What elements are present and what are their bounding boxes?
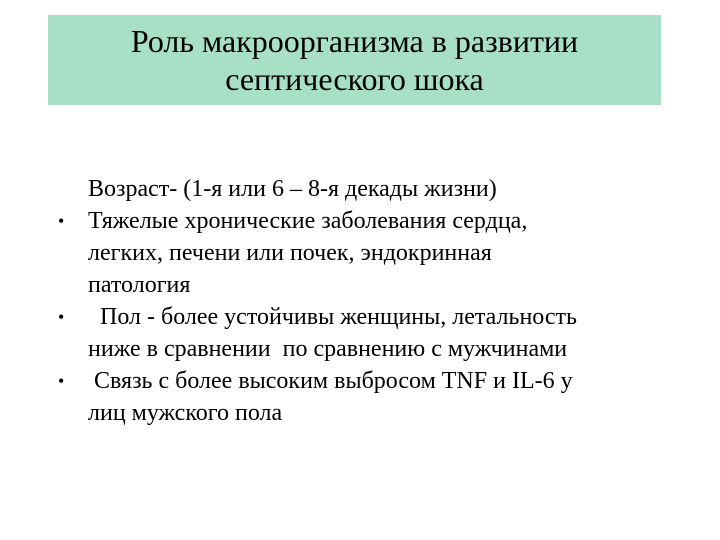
- list-item-text: [88, 365, 698, 429]
- list-item: [58, 205, 698, 301]
- slide-title-line-1: Роль макроорганизма в развитии: [130, 23, 579, 59]
- title-banner: [48, 15, 661, 105]
- list-item-text: [88, 205, 698, 301]
- bullet-icon: •: [58, 211, 65, 231]
- list-item-line: легких, печени или почек, эндокринная: [88, 240, 492, 266]
- intro-item: [58, 173, 698, 205]
- list-item-line: лиц мужского пола: [88, 400, 283, 426]
- list-item-text: [88, 301, 698, 365]
- list-item: [58, 301, 698, 365]
- list-item: [58, 365, 698, 429]
- bullet-icon: •: [58, 371, 65, 391]
- slide-title: [131, 22, 578, 98]
- bullet-icon: •: [58, 307, 65, 327]
- list-item-line: ниже в сравнении по сравнению с мужчинами: [88, 336, 568, 362]
- list-item-line: патология: [88, 272, 191, 298]
- list-item-line: Пол - более устойчивы женщины, летальность: [88, 304, 577, 330]
- list-item-line: Тяжелые хронические заболевания сердца,: [88, 208, 528, 234]
- intro-text: Возраст- (1-я или 6 – 8-я декады жизни): [88, 176, 497, 202]
- slide-body: [58, 173, 698, 429]
- slide-title-line-2: септического шока: [225, 61, 484, 97]
- list-item-line: Связь с более высоким выбросом TNF и IL-6 у: [88, 368, 573, 394]
